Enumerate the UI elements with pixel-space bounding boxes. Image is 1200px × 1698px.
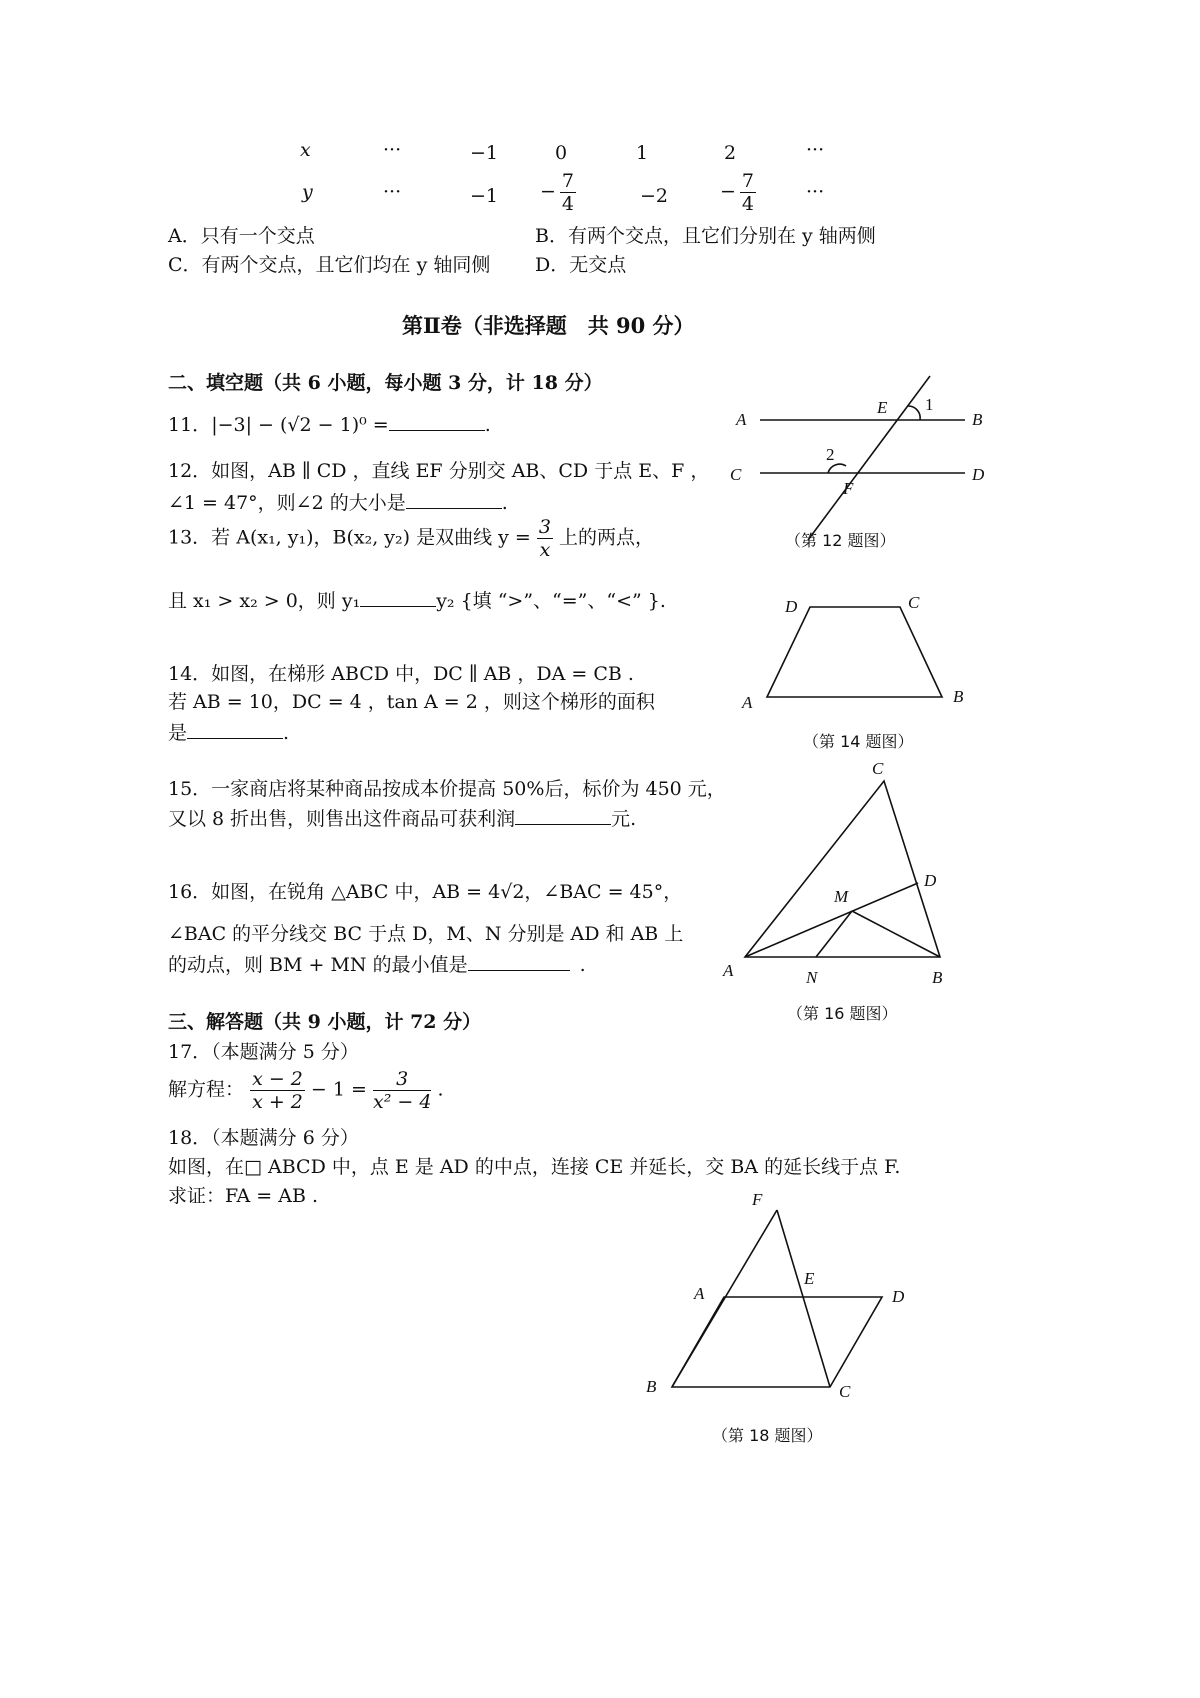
table-y-cell: ··· xyxy=(806,181,825,203)
question-14-line1: 14．如图，在梯形 ABCD 中，DC ∥ AB ，DA = CB . xyxy=(168,663,634,685)
label-b: B xyxy=(972,410,983,429)
fraction: $\frac{3}{\text{x² − 4}}$ xyxy=(372,1068,432,1113)
label-f: F xyxy=(843,479,854,498)
table-y-cell: ··· xyxy=(383,181,402,203)
label-a: A xyxy=(736,410,747,429)
label-a: A xyxy=(694,1284,705,1303)
label-a: A xyxy=(742,693,753,712)
table-y-cell: −2 xyxy=(640,185,669,207)
question-11: 11．|−3| − (√2 − 1)⁰ = . xyxy=(168,414,491,436)
option-b: B．有两个交点，且它们分别在 y 轴两侧 xyxy=(535,225,876,247)
question-18-line2: 求证：FA = AB . xyxy=(168,1185,319,1207)
label-m: M xyxy=(834,887,849,906)
question-15-line1: 15．一家商店将某种商品按成本价提高 50%后，标价为 450 元， xyxy=(168,778,726,800)
option-d: D．无交点 xyxy=(535,254,627,276)
question-13-line1: 13．若 A(x₁, y₁)，B(x₂, y₂) 是双曲线 y = $\frac{3}{x}$ 上的两点， xyxy=(168,516,655,561)
parallelogram-abcd xyxy=(672,1297,882,1387)
label-d: D xyxy=(892,1287,905,1306)
label-c: C xyxy=(730,465,742,484)
table-y-cell: −1 xyxy=(470,185,499,207)
label-c: C xyxy=(839,1382,851,1401)
label-angle-2: 2 xyxy=(826,445,835,464)
figure-16-caption: （第 16 题图） xyxy=(787,1004,898,1023)
part2-title: 第Ⅱ卷（非选择题 共 90 分） xyxy=(402,313,695,338)
table-x-cell: ··· xyxy=(383,139,402,161)
label-angle-1: 1 xyxy=(925,395,934,414)
question-18-head: 18．（本题满分 6 分） xyxy=(168,1127,359,1149)
question-16-line1: 16．如图，在锐角 △ABC 中，AB = 4√2，∠BAC = 45°， xyxy=(168,881,683,903)
option-c: C．有两个交点，且它们均在 y 轴同侧 xyxy=(168,254,491,276)
question-17-equation: 解方程： $\frac{x - 2}{x + 2}$ − 1 = $\frac{3}{\text{x² − 4}}$ . xyxy=(168,1068,444,1113)
option-a: A．只有一个交点 xyxy=(168,225,315,247)
table-x-cell: −1 xyxy=(470,142,499,164)
question-16-line3: 的动点，则 BM + MN 的最小值是 . xyxy=(168,954,586,976)
figure-18-caption: （第 18 题图） xyxy=(712,1426,823,1445)
label-e: E xyxy=(804,1269,815,1288)
label-e: E xyxy=(877,398,888,417)
figure-14-caption: （第 14 题图） xyxy=(803,732,914,751)
label-c: C xyxy=(872,759,884,778)
question-14-line2: 若 AB = 10，DC = 4 ，tan A = 2 ，则这个梯形的面积 xyxy=(168,691,655,713)
label-d: D xyxy=(924,871,937,890)
label-d: D xyxy=(972,465,985,484)
table-x-cell: 0 xyxy=(555,142,568,164)
label-c: C xyxy=(908,593,920,612)
table-x-cell: ··· xyxy=(806,139,825,161)
question-12-line1: 12．如图，AB ∥ CD ，直线 EF 分别交 AB、CD 于点 E、F ， xyxy=(168,460,710,482)
segment-bf xyxy=(672,1210,777,1387)
table-y-cell: − $\frac{7}{4}$ xyxy=(720,170,755,215)
label-b: B xyxy=(646,1377,657,1396)
segment-fc xyxy=(777,1210,830,1387)
question-12-line2: ∠1 = 47°，则∠2 的大小是 . xyxy=(168,492,508,514)
label-a: A xyxy=(723,961,734,980)
table-x-cell: 2 xyxy=(724,142,737,164)
label-b: B xyxy=(932,968,943,987)
fraction: $\frac{3}{x}$ xyxy=(538,516,551,561)
section2-title: 二、填空题（共 6 小题，每小题 3 分，计 18 分） xyxy=(168,372,603,394)
label-n: N xyxy=(806,968,818,987)
q11-expression: |−3| − (√2 − 1)⁰ = xyxy=(211,414,389,436)
figure-12-caption: （第 12 题图） xyxy=(785,531,896,550)
label-f: F xyxy=(752,1190,763,1209)
question-16-line2: ∠BAC 的平分线交 BC 于点 D，M、N 分别是 AD 和 AB 上 xyxy=(168,923,684,945)
fraction: $\frac{x - 2}{x + 2}$ xyxy=(252,1068,303,1113)
table-x-label: x xyxy=(300,139,311,161)
table-y-cell: − $\frac{7}{4}$ xyxy=(540,170,575,215)
question-17-head: 17．（本题满分 5 分） xyxy=(168,1041,359,1063)
q11-number: 11． xyxy=(168,414,212,436)
section3-title: 三、解答题（共 9 小题，计 72 分） xyxy=(168,1011,482,1033)
question-18-line1: 如图，在□ ABCD 中，点 E 是 AD 的中点，连接 CE 并延长，交 BA 的延长线于点 F. xyxy=(168,1156,901,1178)
table-x-cell: 1 xyxy=(636,142,649,164)
label-d: D xyxy=(785,597,798,616)
table-y-label: y xyxy=(302,181,313,203)
question-13-line2: 且 x₁ > x₂ > 0，则 y₁ y₂ {填 “>”、“=”、“<” }. xyxy=(168,590,666,612)
question-14-line3: 是 . xyxy=(168,722,290,744)
question-15-line2: 又以 8 折出售，则售出这件商品可获利润 元. xyxy=(168,808,637,830)
label-b: B xyxy=(953,687,964,706)
